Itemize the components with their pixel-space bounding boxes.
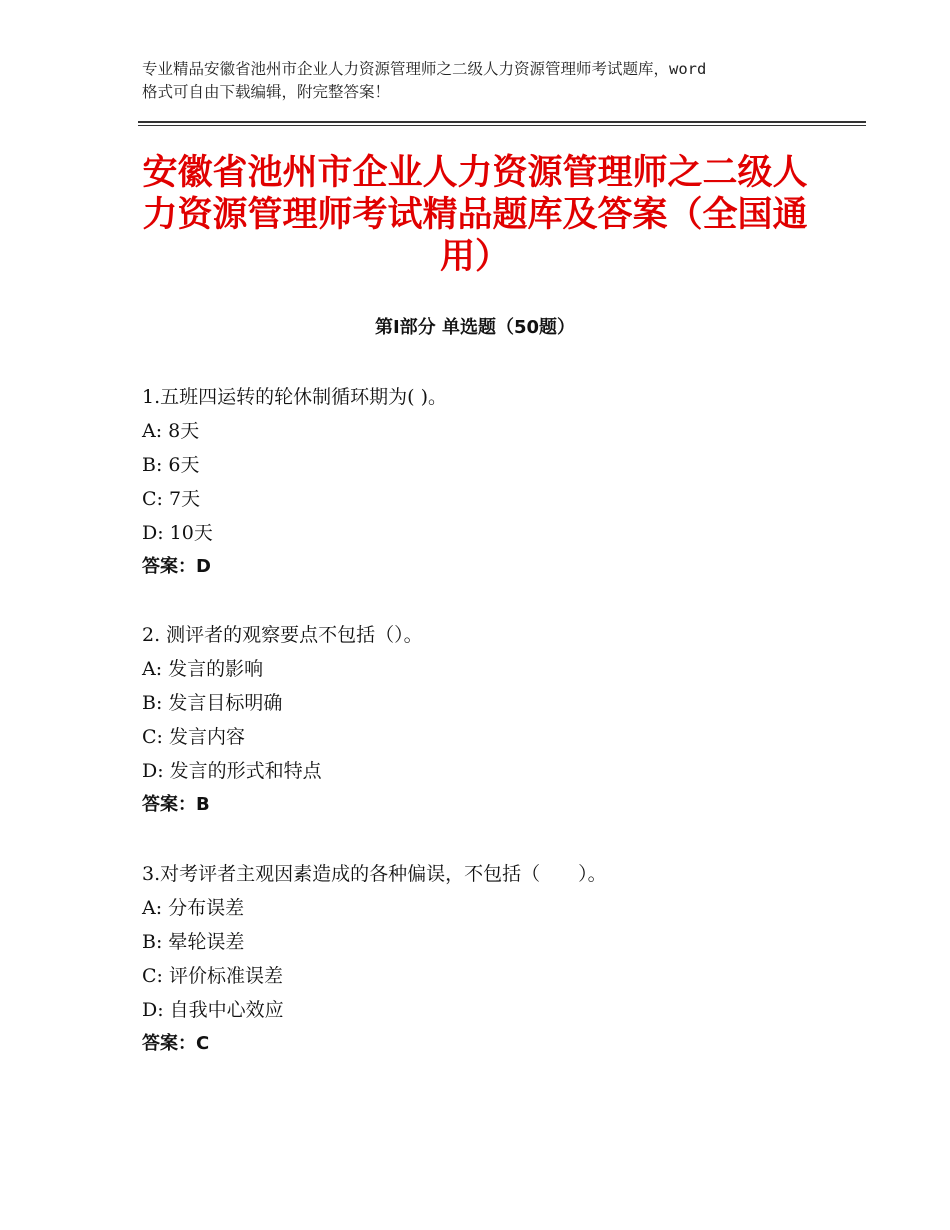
question-stem: 2. 测评者的观察要点不包括（）。: [142, 624, 423, 646]
question-3: [142, 859, 862, 1063]
header-rule-top: [138, 121, 866, 123]
answer: 答案：C: [142, 1033, 210, 1054]
title-line-1: 安徽省池州市企业人力资源管理师之二级人: [142, 153, 808, 193]
question-stem: 3.对考评者主观因素造成的各种偏误，不包括（ ）。: [142, 863, 607, 885]
document-title: [138, 152, 812, 278]
question-1: [142, 382, 862, 586]
answer: 答案：D: [142, 556, 211, 577]
option-d: D: 发言的形式和特点: [142, 760, 322, 782]
option-b: B: 发言目标明确: [142, 692, 283, 714]
title-line-2: 力资源管理师考试精品题库及答案（全国通: [142, 195, 808, 235]
option-a: A: 8天: [142, 420, 200, 442]
header-note-line-1: 专业精品安徽省池州市企业人力资源管理师之二级人力资源管理师考试题库，word: [142, 60, 707, 78]
option-b: B: 6天: [142, 454, 200, 476]
option-c: C: 评价标准误差: [142, 965, 283, 987]
option-c: C: 发言内容: [142, 726, 245, 748]
answer: 答案：B: [142, 794, 210, 815]
question-2: [142, 620, 862, 824]
header-note: [142, 58, 842, 104]
section-heading: 第Ⅰ部分 单选题（50题）: [374, 317, 575, 338]
option-d: D: 10天: [142, 522, 213, 544]
header-note-line-2: 格式可自由下载编辑，附完整答案！: [142, 83, 391, 101]
title-line-3: 用）: [439, 237, 510, 277]
header-rule-bottom: [138, 125, 866, 126]
option-d: D: 自我中心效应: [142, 999, 284, 1021]
option-b: B: 晕轮误差: [142, 931, 245, 953]
option-c: C: 7天: [142, 488, 201, 510]
question-stem: 1.五班四运转的轮休制循环期为( )。: [142, 386, 447, 408]
option-a: A: 分布误差: [142, 897, 245, 919]
option-a: A: 发言的影响: [142, 658, 264, 680]
